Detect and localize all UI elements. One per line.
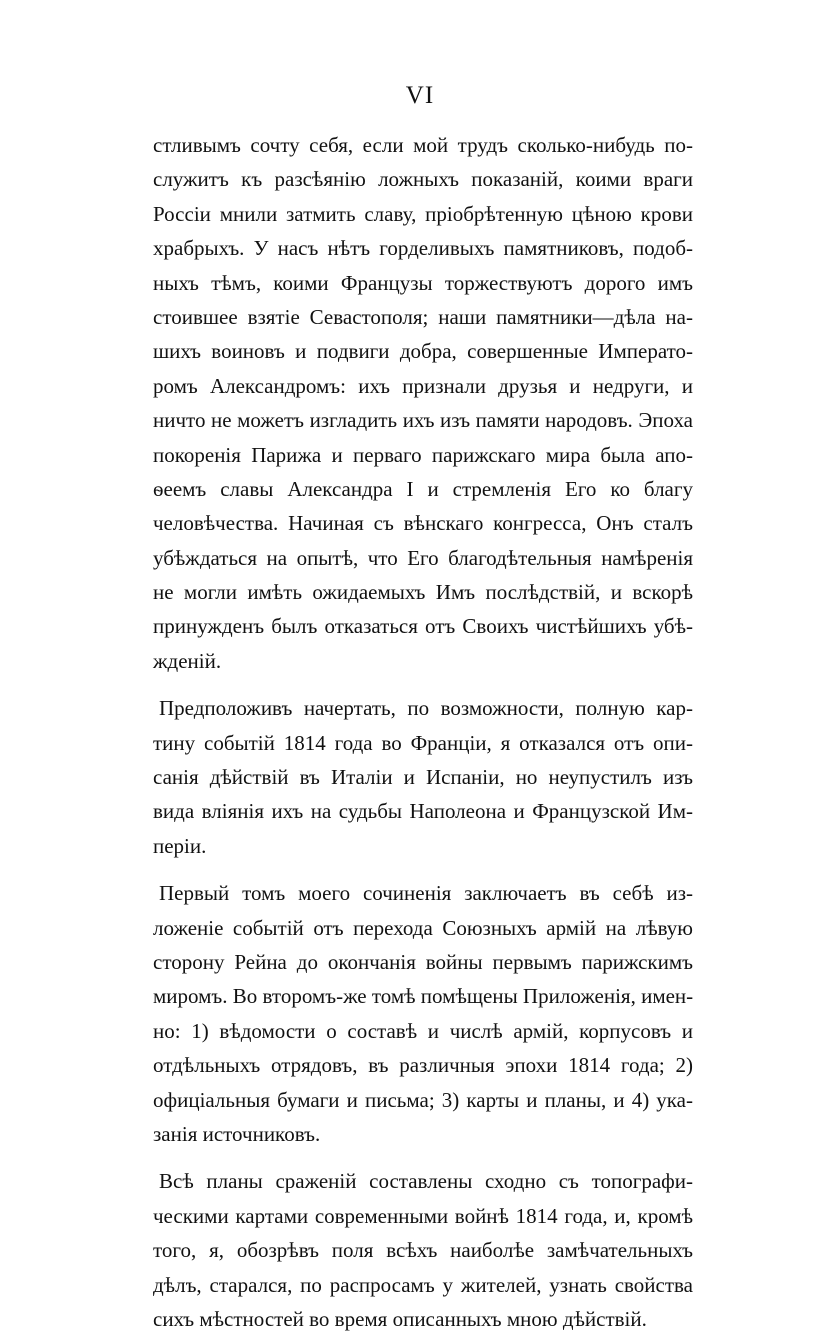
paragraph-gap <box>153 863 693 876</box>
text-line: Всѣ планы сраженій составлены сходно съ топографи- <box>159 1169 693 1194</box>
text-line: Предположивъ начертать, по возможности, полную кар- <box>159 696 693 721</box>
text-line: ничто не можетъ изгладить ихъ изъ памяти народовъ. Эпоха <box>153 408 693 433</box>
body-text <box>153 128 693 1336</box>
text-line: отдѣльныхъ отрядовъ, въ различныя эпохи 1814 года; 2) <box>153 1053 693 1078</box>
text-line: періи. <box>153 833 207 858</box>
text-line: не могли имѣть ожидаемыхъ Имъ послѣдствій, и вскорѣ <box>153 580 693 605</box>
text-line: санія дѣйствій въ Италіи и Испаніи, но неупустилъ изъ <box>153 765 693 790</box>
paragraph <box>153 876 693 1151</box>
text-line: человѣчества. Начиная съ вѣнскаго конгресса, Онъ сталъ <box>153 511 693 536</box>
text-line: служитъ къ разсѣянію ложныхъ показаній, коими враги <box>153 167 693 192</box>
text-line: принужденъ былъ отказаться отъ Своихъ чистѣйшихъ убѣ- <box>153 614 693 639</box>
text-line: ческими картами современными войнѣ 1814 года, и, кромѣ <box>153 1203 693 1228</box>
text-line: миромъ. Во второмъ-же томѣ помѣщены Приложенія, имен- <box>153 984 694 1009</box>
text-line: жденій. <box>153 648 222 673</box>
page-number: VI <box>405 82 435 109</box>
text-line: тину событій 1814 года во Франціи, я отказался отъ опи- <box>153 730 693 755</box>
paragraph-gap <box>153 678 693 691</box>
text-line: ѳеемъ славы Александра I и стремленія Его ко благу <box>153 476 693 501</box>
text-line: сторону Рейна до окончанія войны первымъ парижскимъ <box>153 949 693 974</box>
text-line: ложеніе событій отъ перехода Союзныхъ армій на лѣвую <box>153 915 693 940</box>
paragraph <box>153 691 693 863</box>
text-line: офиціальныя бумаги и письма; 3) карты и планы, и 4) ука- <box>153 1087 693 1112</box>
text-line: стливымъ сочту себя, если мой трудъ сколько-нибудь по- <box>153 133 693 157</box>
text-line: Первый томъ моего сочиненія заключаетъ въ себѣ из- <box>159 881 693 906</box>
text-line: ныхъ тѣмъ, коими Французы торжествуютъ дорого имъ <box>153 270 693 295</box>
paragraph <box>153 1164 693 1336</box>
text-line: но: 1) вѣдомости о составѣ и числѣ армій, корпусовъ и <box>153 1018 693 1043</box>
text-line: ромъ Александромъ: ихъ признали друзья и недруги, и <box>153 373 693 398</box>
text-line: того, я, обозрѣвъ поля всѣхъ наиболѣе замѣчательныхъ <box>153 1238 693 1263</box>
text-line: покоренія Парижа и перваго парижскаго мира была апо- <box>153 442 693 467</box>
text-line: дѣлъ, старался, по распросамъ у жителей, узнать свойства <box>153 1272 693 1297</box>
text-line: стоившее взятіе Севастополя; наши памятники—дѣла на- <box>153 304 693 329</box>
paragraph <box>153 128 693 678</box>
text-line: занія источниковъ. <box>153 1121 321 1146</box>
text-line: храбрыхъ. У насъ нѣтъ горделивыхъ памятниковъ, подоб- <box>153 236 693 261</box>
text-line: вида вліянія ихъ на судьбы Наполеона и Французской Им- <box>153 799 693 824</box>
text-line: шихъ воиновъ и подвиги добра, совершенные Императо- <box>153 339 693 364</box>
text-line: Россіи мнили затмить славу, пріобрѣтенную цѣною крови <box>153 201 693 226</box>
text-line: убѣждаться на опытѣ, что Его благодѣтельныя намѣренія <box>153 545 693 570</box>
text-line: сихъ мѣстностей во время описанныхъ мною дѣйствій. <box>153 1306 647 1331</box>
paragraph-gap <box>153 1151 693 1164</box>
